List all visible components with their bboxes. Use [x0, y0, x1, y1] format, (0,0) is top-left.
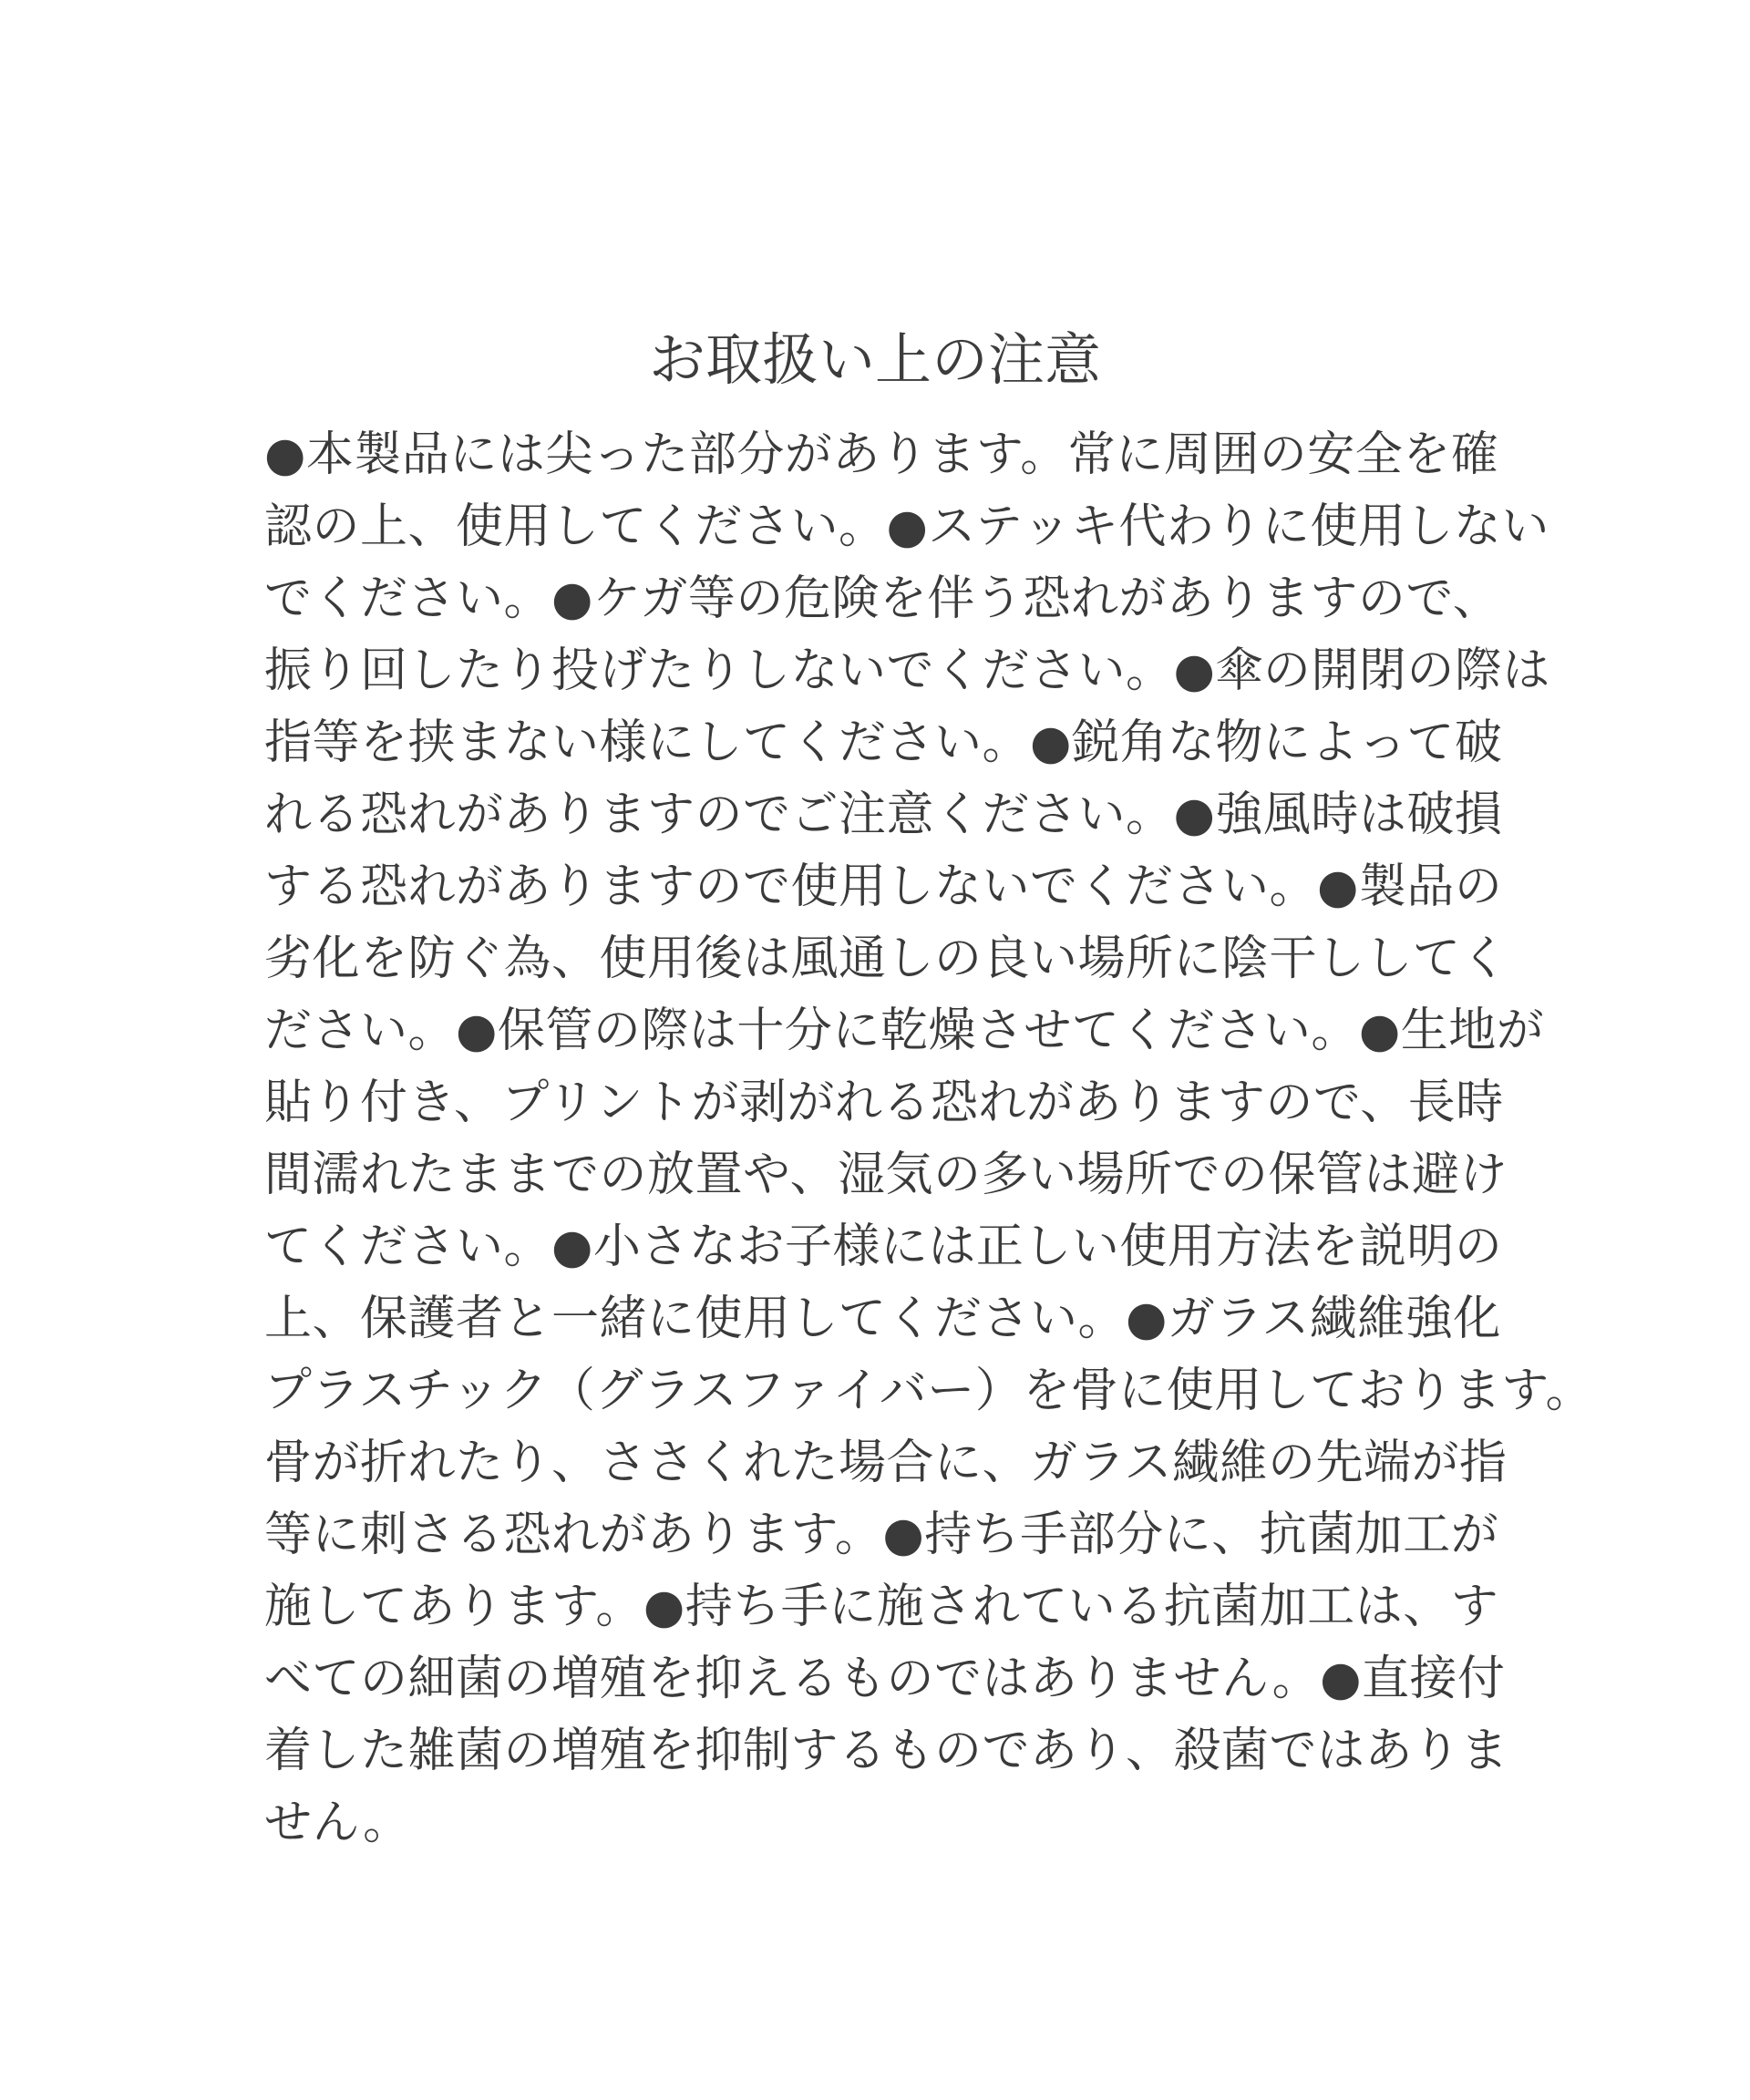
text-line: 着した雑菌の増殖を抑制するものであり、殺菌ではありま [264, 1724, 1509, 1778]
text-line: ださい。●保管の際は十分に乾燥させてください。●生地が [264, 1004, 1545, 1058]
text-line: プラスチック（グラスファイバー）を骨に使用しております。 [264, 1364, 1594, 1418]
text-line: 貼り付き、プリントが剥がれる恐れがありますので、長時 [264, 1076, 1504, 1130]
document-title: お取扱い上の注意 [648, 326, 1101, 393]
text-line: てください。●小さなお子様には正しい使用方法を説明の [264, 1220, 1503, 1274]
caution-text-body [264, 419, 1593, 1859]
text-line: 骨が折れたり、ささくれた場合に、ガラス繊維の先端が指 [264, 1436, 1508, 1490]
text-line: ●本製品には尖った部分があります。常に周囲の安全を確 [264, 427, 1499, 482]
text-line: 施してあります。●持ち手に施されている抗菌加工は、す [264, 1580, 1499, 1634]
text-line: 間濡れたままでの放置や、湿気の多い場所での保管は避け [264, 1148, 1508, 1202]
text-line: べての細菌の増殖を抑えるものではありません。●直接付 [264, 1652, 1506, 1706]
text-line: 認の上、使用してください。●ステッキ代わりに使用しない [264, 499, 1549, 554]
text-line: れる恐れがありますのでご注意ください。●強風時は破損 [264, 788, 1503, 842]
text-line: 上、保護者と一緒に使用してください。●ガラス繊維強化 [264, 1292, 1501, 1346]
text-line: する恐れがありますので使用しないでください。●製品の [264, 860, 1503, 914]
text-line: でください。●ケガ等の危険を伴う恐れがありますので、 [264, 571, 1501, 626]
text-line: せん。 [264, 1796, 411, 1850]
text-line: 等に刺さる恐れがあります。●持ち手部分に、抗菌加工が [264, 1508, 1499, 1562]
text-line: 劣化を防ぐ為、使用後は風通しの良い場所に陰干ししてく [264, 932, 1509, 986]
text-line: 指等を挟まない様にしてください。●鋭角な物によって破 [264, 715, 1503, 770]
text-line: 振り回したり投げたりしないでください。●傘の開閉の際は [264, 643, 1550, 698]
